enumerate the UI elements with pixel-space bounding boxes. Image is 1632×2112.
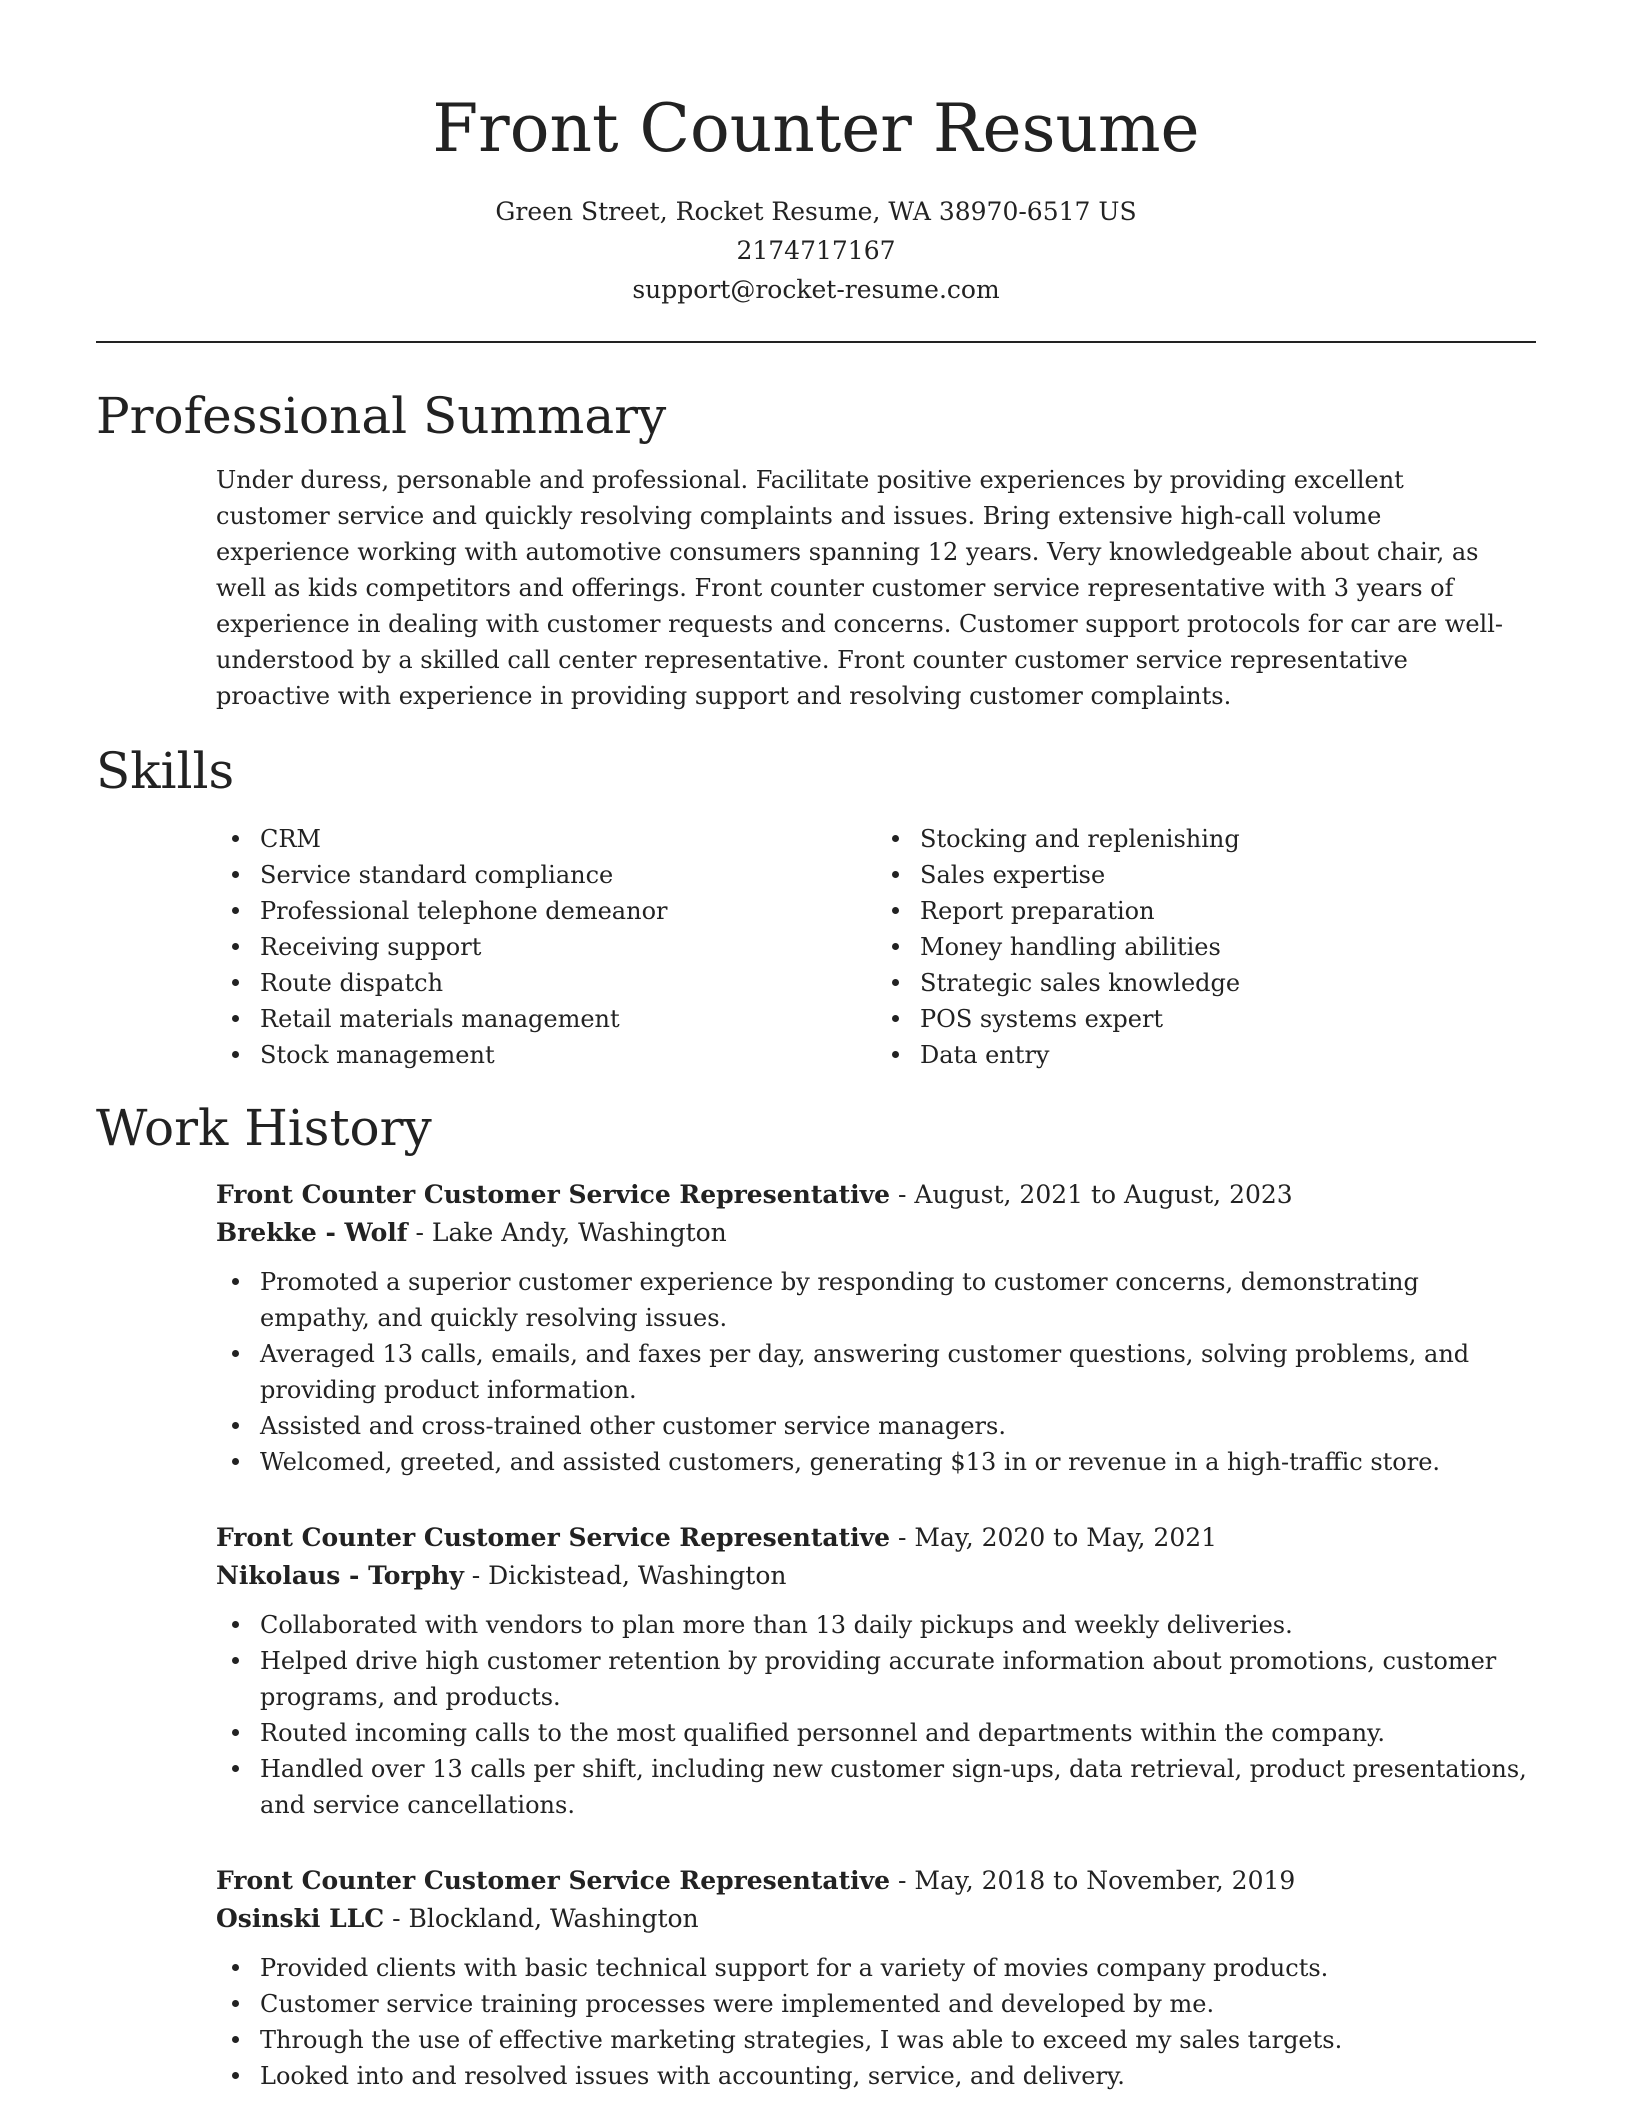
phone: 2174717167 [736,236,896,265]
job-bullet: Handled over 13 calls per shift, including new customer sign-ups, data retrieval, product presentations, and service cancellations. [260,1751,1536,1823]
resume-title: Front Counter Resume [432,90,1200,167]
skill-item: Stock management [260,1037,876,1073]
job-entry [96,1862,1536,2094]
company-name: Osinski LLC [216,1904,385,1933]
job-entry-content [216,1176,1536,1480]
contact-info [0,192,1632,309]
job-bullet: Welcomed, greeted, and assisted customers, generating $13 in or revenue in a high-traffic store. [260,1444,1536,1480]
company-location: - Blockland, Washington [384,1904,699,1933]
company-line [216,1557,1536,1595]
address: Green Street, Rocket Resume, WA 38970-6517 US [495,197,1137,226]
skill-item: Money handling abilities [920,929,1536,965]
skill-item: Route dispatch [260,965,876,1001]
work-history-heading: Work History [96,1099,432,1157]
summary-heading: Professional Summary [96,387,667,445]
job-bullet: Customer service training processes were implemented and developed by me. [260,1986,1536,2022]
skill-item: POS systems expert [920,1001,1536,1037]
job-bullets [216,1264,1536,1480]
company-line [216,1900,1536,1938]
skill-item: Stocking and replenishing [920,821,1536,857]
summary-text: Under duress, personable and professional. Facilitate positive experiences by providing excellent customer service and quickly resolving complaints and issues. Bring extensive high-call volume experience working with automotive consumers spanning 12 years. Very knowledgeable about chair, as well as kids competitors and offerings. Front counter customer service representative with 3 years of experience in dealing with customer requests and concerns. Customer support protocols for car are well-understood by a skilled call center representative. Front counter customer service representative proactive with experience in providing support and resolving customer complaints. [216,466,1503,710]
summary-section [96,384,1536,714]
work-history-section [96,1096,1536,1160]
skills-list-right [876,821,1536,1073]
skill-item: Service standard compliance [260,857,876,893]
skill-item: Strategic sales knowledge [920,965,1536,1001]
skill-item: Report preparation [920,893,1536,929]
company-location: - Lake Andy, Washington [407,1218,727,1247]
company-location: - Dickistead, Washington [463,1561,787,1590]
company-line [216,1214,1536,1252]
job-bullets [216,1607,1536,1823]
company-name: Nikolaus - Torphy [216,1561,464,1590]
skills-heading: Skills [96,742,235,800]
job-title-line [216,1176,1536,1214]
job-bullet: Collaborated with vendors to plan more than 13 daily pickups and weekly deliveries. [260,1607,1536,1643]
job-entry [96,1519,1536,1823]
job-dates: - May, 2020 to May, 2021 [890,1523,1218,1552]
job-dates: - August, 2021 to August, 2023 [890,1180,1293,1209]
job-entry-content [216,1519,1536,1823]
skill-item: Receiving support [260,929,876,965]
job-bullet: Provided clients with basic technical support for a variety of movies company products. [260,1950,1536,1986]
job-bullet: Routed incoming calls to the most qualified personnel and departments within the company. [260,1715,1536,1751]
skill-item: Retail materials management [260,1001,876,1037]
skill-item: Professional telephone demeanor [260,893,876,929]
job-bullet: Assisted and cross-trained other customer service managers. [260,1408,1536,1444]
job-title-line [216,1862,1536,1900]
job-bullet: Looked into and resolved issues with accounting, service, and delivery. [260,2058,1536,2094]
email: support@rocket-resume.com [632,275,1000,304]
job-entry-content [216,1862,1536,2094]
job-title-line [216,1519,1536,1557]
job-entry [96,1176,1536,1480]
job-title: Front Counter Customer Service Representative [216,1523,891,1552]
job-bullet: Through the use of effective marketing strategies, I was able to exceed my sales targets. [260,2022,1536,2058]
job-bullet: Averaged 13 calls, emails, and faxes per day, answering customer questions, solving problems, and providing product information. [260,1336,1536,1408]
skill-item: Data entry [920,1037,1536,1073]
job-dates: - May, 2018 to November, 2019 [890,1866,1296,1895]
skills-grid [216,821,1536,1073]
resume-header [0,0,1632,309]
job-bullet: Promoted a superior customer experience by responding to customer concerns, demonstrating empathy, and quickly resolving issues. [260,1264,1536,1336]
job-bullets [216,1950,1536,2094]
header-divider [96,341,1536,343]
skills-list-left [216,821,876,1073]
skill-item: CRM [260,821,876,857]
skill-item: Sales expertise [920,857,1536,893]
job-title: Front Counter Customer Service Representative [216,1866,891,1895]
skills-section [96,739,1536,1073]
job-title: Front Counter Customer Service Representative [216,1180,891,1209]
company-name: Brekke - Wolf [216,1218,408,1247]
job-bullet: Helped drive high customer retention by providing accurate information about promotions, customer programs, and products. [260,1643,1536,1715]
